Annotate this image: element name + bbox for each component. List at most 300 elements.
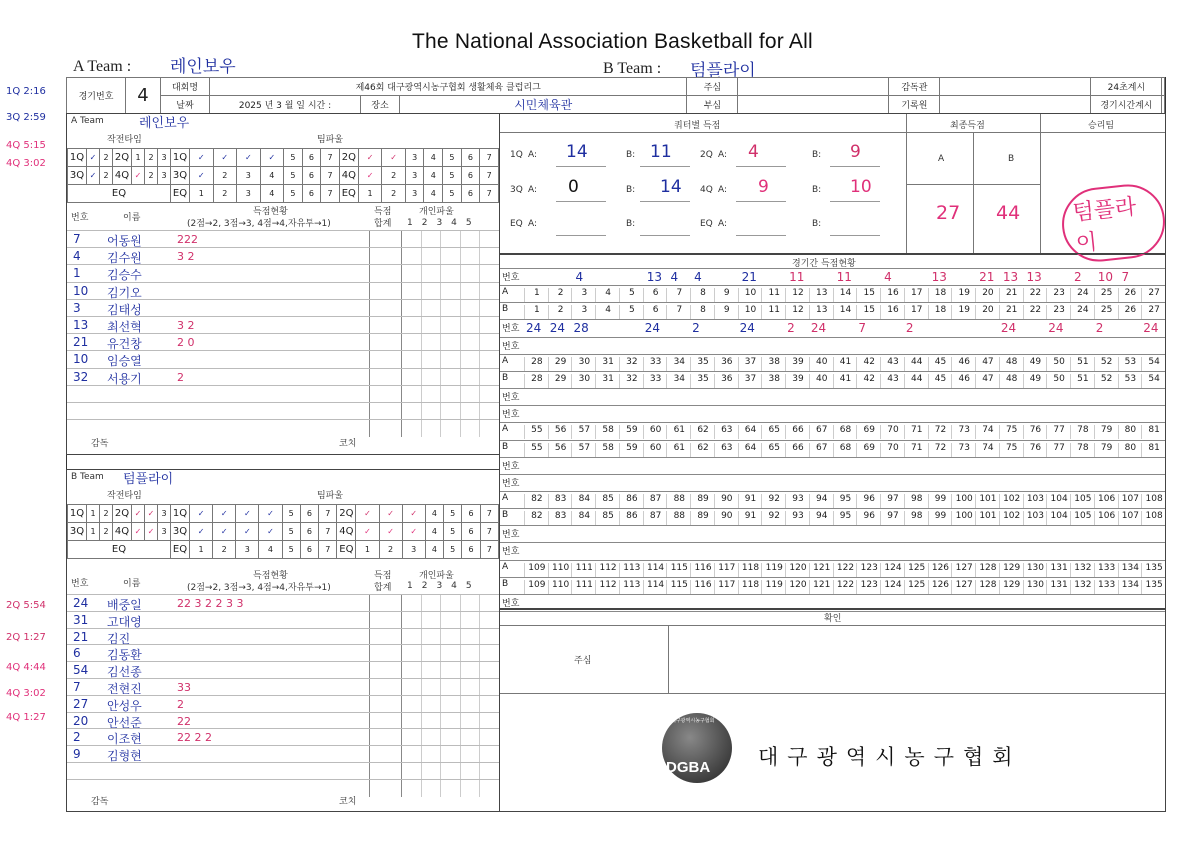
q3-a-score: 0 xyxy=(568,177,579,197)
running-score-cell: 39 xyxy=(785,357,810,371)
org-name: 대구광역시농구협회 xyxy=(758,745,1022,769)
running-score-cell: 53 xyxy=(1118,357,1143,371)
referee-value xyxy=(738,78,889,96)
running-score-cell: 130 xyxy=(1023,580,1048,594)
q1-label: 1Q xyxy=(68,149,87,167)
running-score-cell: 45 xyxy=(928,374,953,388)
running-row-label: B xyxy=(502,510,509,521)
running-row-label: 번호 xyxy=(502,393,520,404)
running-score-cell: 53 xyxy=(1118,374,1143,388)
player-row xyxy=(67,350,499,368)
running-score-cell: 129 xyxy=(999,580,1024,594)
running-score-cell: 123 xyxy=(856,563,881,577)
running-note: 13 xyxy=(646,270,662,284)
player-name: 임승열 xyxy=(107,354,142,369)
q1-a-score: 14 xyxy=(566,142,588,162)
running-score-cell: 85 xyxy=(595,511,620,525)
running-score-cell: 88 xyxy=(666,511,691,525)
running-score-cell: 64 xyxy=(738,425,763,439)
running-row-label: B xyxy=(502,578,509,589)
running-note: 7 xyxy=(858,321,866,336)
running-score-cell: 97 xyxy=(880,494,905,508)
running-note: 11 xyxy=(836,270,852,284)
umpire-label: 부심 xyxy=(687,96,738,114)
running-score-cell: 97 xyxy=(880,511,905,525)
player-row xyxy=(67,712,499,730)
date-value: 2025 년 3 월 일 시간 : xyxy=(210,96,361,114)
q1-foul-label: 1Q xyxy=(171,149,190,167)
running-score-cell: 18 xyxy=(928,305,953,319)
player-name: 김동환 xyxy=(107,648,142,663)
running-score-cell: 133 xyxy=(1094,580,1119,594)
running-score-cell: 35 xyxy=(690,357,715,371)
running-score-cell: 92 xyxy=(761,494,786,508)
running-score-cell: 66 xyxy=(785,425,810,439)
player-row xyxy=(67,628,499,646)
no-header: 번호 xyxy=(71,213,89,223)
running-score-cell: 59 xyxy=(619,443,644,457)
running-note: 13 xyxy=(1026,270,1042,284)
running-score-cell: 61 xyxy=(666,425,691,439)
q1-label: 1Q xyxy=(68,505,87,523)
running-score-cell: 23 xyxy=(1046,288,1071,302)
running-score-cell: 90 xyxy=(714,494,739,508)
running-score-cell: 110 xyxy=(548,563,573,577)
running-score-cell: 46 xyxy=(951,374,976,388)
running-score-cell: 84 xyxy=(571,494,596,508)
player-row xyxy=(67,264,499,282)
running-score-cell: 131 xyxy=(1046,580,1071,594)
confirm-panel xyxy=(499,608,1166,812)
running-row-label: 번호 xyxy=(502,324,520,335)
running-score-cell: 50 xyxy=(1046,357,1071,371)
player-name: 최선혁 xyxy=(107,320,142,334)
running-score-cell: 129 xyxy=(999,563,1024,577)
margin-note: 1Q 2:16 xyxy=(6,86,46,97)
running-score-cell: 4 xyxy=(595,305,620,319)
running-score-cell: 113 xyxy=(619,580,644,594)
running-score-cell: 57 xyxy=(571,425,596,439)
running-score-cell: 52 xyxy=(1094,357,1119,371)
eq-label: EQ xyxy=(68,541,171,559)
running-score-cell: 84 xyxy=(571,511,596,525)
player-name: 고대영 xyxy=(107,614,142,629)
scoring-sub-header: (2점→2, 3점→3, 4점→4,자유투→1) xyxy=(187,219,331,229)
game-no-label: 경기번호 xyxy=(67,78,126,114)
running-row-label: 번호 xyxy=(502,478,520,489)
b-label: B: xyxy=(626,185,636,195)
running-score-cell: 59 xyxy=(619,425,644,439)
name-header: 이름 xyxy=(123,213,141,223)
player-no: 2 xyxy=(73,730,81,745)
running-score-cell: 38 xyxy=(761,357,786,371)
player-row xyxy=(67,282,499,300)
winner-team: 텀플라이 xyxy=(1058,181,1168,265)
running-score-cell: 19 xyxy=(951,305,976,319)
q2-b-score: 9 xyxy=(850,142,861,162)
running-score-cell: 135 xyxy=(1141,580,1166,594)
running-score-cell: 78 xyxy=(1070,443,1095,457)
player-name: 서용기 xyxy=(107,371,142,386)
player-row xyxy=(67,728,499,746)
asst-coach-label: 코치 xyxy=(339,439,357,449)
running-score-cell: 98 xyxy=(904,494,929,508)
foul-numbers: 12345 xyxy=(407,581,481,591)
eq-label: EQ xyxy=(68,185,171,203)
player-score: 22 xyxy=(177,714,191,728)
running-score-cell: 55 xyxy=(524,425,549,439)
running-score-cell: 27 xyxy=(1141,288,1166,302)
running-score-cell: 116 xyxy=(690,580,715,594)
q3-b-score: 14 xyxy=(660,177,682,197)
running-score-cell: 30 xyxy=(571,357,596,371)
running-score-cell: 51 xyxy=(1070,357,1095,371)
player-score: 33 xyxy=(177,681,191,694)
running-score-cell: 25 xyxy=(1094,305,1119,319)
running-score-cell: 57 xyxy=(571,443,596,457)
running-score-cell: 51 xyxy=(1070,374,1095,388)
eq-foul-label-2: EQ xyxy=(339,185,358,203)
margin-note: 4Q 3:02 xyxy=(6,688,46,699)
running-score-cell: 13 xyxy=(809,288,834,302)
player-no: 24 xyxy=(73,596,89,610)
date-label: 날짜 xyxy=(161,96,210,114)
running-score-cell: 58 xyxy=(595,443,620,457)
timekeeper-value xyxy=(1162,96,1165,114)
running-score-cell: 56 xyxy=(548,425,573,439)
running-score-cell: 27 xyxy=(1141,305,1166,319)
player-no: 1 xyxy=(73,266,81,281)
game-no-value: 4 xyxy=(126,78,161,114)
running-score-cell: 17 xyxy=(904,288,929,302)
running-score-cell: 12 xyxy=(785,305,810,319)
team-b-heading: B Team xyxy=(71,472,104,482)
q3-row-label: 3Q xyxy=(510,185,523,195)
running-score-cell: 118 xyxy=(738,580,763,594)
running-score-cell: 9 xyxy=(714,305,739,319)
running-score-cell: 14 xyxy=(833,288,858,302)
running-score-cell: 6 xyxy=(643,305,668,319)
running-note: 24 xyxy=(549,321,566,336)
running-score-cell: 25 xyxy=(1094,288,1119,302)
running-score-cell: 118 xyxy=(738,563,763,577)
running-note: 24 xyxy=(644,321,660,336)
running-score-cell: 121 xyxy=(809,580,834,594)
venue-label: 장소 xyxy=(361,96,400,114)
player-score: 22 3 2 2 3 3 xyxy=(177,597,244,610)
running-score-cell: 100 xyxy=(951,494,976,508)
q1-foul-label: 1Q xyxy=(171,505,190,523)
running-score-cell: 8 xyxy=(690,288,715,302)
running-score-cell: 15 xyxy=(856,305,881,319)
running-score-cell: 122 xyxy=(833,580,858,594)
running-score-cell: 109 xyxy=(524,580,549,594)
running-score-cell: 28 xyxy=(524,357,549,371)
running-note: 2 xyxy=(692,321,700,336)
player-row xyxy=(67,247,499,265)
margin-note: 4Q 4:44 xyxy=(6,662,46,673)
running-score-cell: 8 xyxy=(690,305,715,319)
running-score-cell: 40 xyxy=(809,374,834,388)
running-note: 13 xyxy=(1002,270,1019,284)
scoring-header: 득점현황 xyxy=(253,207,288,217)
running-note: 24 xyxy=(739,321,755,336)
running-score-cell: 2 xyxy=(548,288,573,302)
running-score-cell: 103 xyxy=(1023,494,1048,508)
player-no: 31 xyxy=(73,612,89,627)
running-score-cell: 58 xyxy=(595,425,620,439)
commissioner-label: 감독관 xyxy=(889,78,940,96)
player-row xyxy=(67,695,499,713)
team-b-panel xyxy=(66,469,500,812)
running-score-cell: 12 xyxy=(785,288,810,302)
personal-foul-header: 개인파울 xyxy=(419,571,454,581)
running-score-cell: 126 xyxy=(928,580,953,594)
final-a-label: A xyxy=(938,154,945,164)
margin-note: 4Q 3:02 xyxy=(6,158,46,169)
running-score-cell: 92 xyxy=(761,511,786,525)
running-score-cell: 119 xyxy=(761,580,786,594)
total-header: 합계 xyxy=(374,583,392,593)
points-header: 득점 xyxy=(374,571,392,581)
team-foul-label: 팀파울 xyxy=(317,491,344,501)
a-label: A: xyxy=(718,150,728,160)
running-score-cell: 89 xyxy=(690,511,715,525)
running-score-cell: 3 xyxy=(571,305,596,319)
timekeeper-label: 경기시간계시 xyxy=(1091,96,1162,114)
coach-label: 감독 xyxy=(91,797,109,807)
running-score-cell: 124 xyxy=(880,563,905,577)
running-score-cell: 36 xyxy=(714,374,739,388)
scoring-header: 득점현황 xyxy=(253,571,288,581)
player-name: 김승수 xyxy=(107,268,142,283)
running-score-cell: 101 xyxy=(975,511,1000,525)
running-score-cell: 5 xyxy=(619,288,644,302)
total-header: 합계 xyxy=(374,219,392,229)
running-note: 2 xyxy=(905,321,914,336)
player-row xyxy=(67,745,499,763)
team-a-panel xyxy=(66,113,500,455)
player-name: 김수원 xyxy=(107,251,142,266)
player-no: 27 xyxy=(73,696,89,711)
running-score-cell: 107 xyxy=(1118,511,1143,525)
running-score-cell: 125 xyxy=(904,580,929,594)
running-score-cell: 95 xyxy=(833,511,858,525)
venue-value: 시민체육관 xyxy=(400,96,687,114)
q4-foul-label: 4Q xyxy=(339,167,358,185)
running-score-cell: 131 xyxy=(1046,563,1071,577)
running-row-label: 번호 xyxy=(502,341,520,352)
q4-b-score: 10 xyxy=(850,177,872,197)
running-score-cell: 101 xyxy=(975,494,1000,508)
running-score-cell: 119 xyxy=(761,563,786,577)
running-score-cell: 67 xyxy=(809,443,834,457)
q3-label: 3Q xyxy=(68,523,87,541)
running-score-cell: 39 xyxy=(785,374,810,388)
running-row-label: B xyxy=(502,441,509,452)
running-score-cell: 5 xyxy=(619,305,644,319)
running-score-cell: 94 xyxy=(809,511,834,525)
q4-foul-label: 4Q xyxy=(337,523,356,541)
running-score-cell: 91 xyxy=(738,511,763,525)
eq-foul-label: EQ xyxy=(171,541,190,559)
final-b-score: 44 xyxy=(996,202,1021,224)
running-score-cell: 11 xyxy=(761,288,786,302)
personal-foul-header: 개인파울 xyxy=(419,207,454,217)
running-score-cell: 38 xyxy=(761,374,786,388)
running-score-cell: 34 xyxy=(666,374,691,388)
q2-label: 2Q xyxy=(113,505,132,523)
running-score-label: 경기간 득점현황 xyxy=(792,259,856,269)
running-score-cell: 109 xyxy=(524,563,549,577)
winner-label: 승리팀 xyxy=(1088,121,1115,131)
player-score: 2 0 xyxy=(177,336,195,350)
running-score-cell: 86 xyxy=(619,494,644,508)
eq-row-label: EQ xyxy=(510,219,523,229)
running-score-cell: 80 xyxy=(1118,425,1143,439)
running-score-cell: 62 xyxy=(690,425,715,439)
running-score-cell: 124 xyxy=(880,580,905,594)
player-no: 20 xyxy=(73,713,89,728)
running-score-cell: 76 xyxy=(1023,425,1048,439)
final-b-label: B xyxy=(1008,154,1015,164)
running-note: 24 xyxy=(1048,321,1064,336)
running-row-label: 번호 xyxy=(502,461,520,472)
running-score-cell: 135 xyxy=(1141,563,1166,577)
running-note: 2 xyxy=(787,321,795,336)
running-score-cell: 10 xyxy=(738,305,763,319)
q2-foul-label: 2Q xyxy=(337,505,356,523)
running-score-cell: 75 xyxy=(999,425,1024,439)
player-row xyxy=(67,661,499,679)
running-score-cell: 74 xyxy=(975,425,1000,439)
running-score-cell: 26 xyxy=(1118,288,1143,302)
logo-text: DGBA xyxy=(666,759,711,776)
running-note: 7 xyxy=(1121,270,1130,284)
running-score-cell: 77 xyxy=(1046,443,1071,457)
running-score-cell: 2 xyxy=(548,305,573,319)
player-name: 김형현 xyxy=(107,749,142,764)
running-score-cell: 55 xyxy=(524,443,549,457)
running-score-cell: 37 xyxy=(738,374,763,388)
q2-a-score: 4 xyxy=(748,142,759,162)
player-no: 21 xyxy=(73,335,89,350)
running-row-label: 번호 xyxy=(502,410,520,421)
running-score-cell: 71 xyxy=(904,425,929,439)
running-score-cell: 83 xyxy=(548,511,573,525)
running-row-label: 번호 xyxy=(502,530,520,541)
margin-note: 3Q 2:59 xyxy=(6,112,46,123)
eq-row-label: EQ xyxy=(700,219,713,229)
margin-note: 2Q 5:54 xyxy=(6,600,46,611)
player-row xyxy=(67,678,499,696)
running-score-cell: 64 xyxy=(738,443,763,457)
running-row-label: A xyxy=(502,424,509,435)
player-name: 김선종 xyxy=(107,665,142,680)
a-label: A: xyxy=(718,219,728,229)
running-score-cell: 31 xyxy=(595,357,620,371)
running-note: 13 xyxy=(931,270,947,284)
running-row-label: A xyxy=(502,561,509,572)
running-score-cell: 20 xyxy=(975,288,1000,302)
team-foul-label: 팀파울 xyxy=(317,135,344,145)
running-score-cell: 81 xyxy=(1141,425,1166,439)
running-score-cell: 63 xyxy=(714,425,739,439)
page-title: The National Association Basketball for All xyxy=(412,30,813,53)
running-score-cell: 93 xyxy=(785,494,810,508)
team-b-foul-grid: 1Q 1 2 2Q ✓ ✓ 3 1Q ✓ ✓ ✓ ✓ 5 6 7 2Q ✓ ✓ ✓ 4 5 6 7 3Q 1 2 4Q ✓ ✓ 3 3Q ✓ ✓ ✓ ✓ 5 6 7 4Q ✓ ✓ ✓ 4 5 6 7 EQ EQ 1 2 3 4 5 6 7 EQ 1 2 3 4 5 6 7 xyxy=(67,504,499,559)
player-no: 54 xyxy=(73,663,89,678)
player-name: 김태성 xyxy=(107,302,142,317)
running-score-cell: 127 xyxy=(951,580,976,594)
running-score-cell: 117 xyxy=(714,580,739,594)
running-score-cell: 132 xyxy=(1070,580,1095,594)
running-score-cell: 48 xyxy=(999,357,1024,371)
running-score-cell: 71 xyxy=(904,443,929,457)
player-score: 22 2 2 xyxy=(177,731,212,745)
running-score-cell: 111 xyxy=(571,563,596,577)
referee-label: 주심 xyxy=(687,78,738,96)
timeout-label: 작전타임 xyxy=(107,491,142,501)
running-score-cell: 132 xyxy=(1070,563,1095,577)
running-row-label: 번호 xyxy=(502,547,520,558)
a-label: A: xyxy=(528,150,538,160)
player-name: 배중일 xyxy=(107,598,142,612)
running-score-cell: 116 xyxy=(690,563,715,577)
a-label: A: xyxy=(528,185,538,195)
running-score-cell: 113 xyxy=(619,563,644,577)
running-score-cell: 106 xyxy=(1094,494,1119,508)
q3-label: 3Q xyxy=(68,167,87,185)
running-score-cell: 48 xyxy=(999,374,1024,388)
a-label: A: xyxy=(718,185,728,195)
running-score-cell: 24 xyxy=(1070,288,1095,302)
player-row xyxy=(67,419,499,437)
running-score-cell: 104 xyxy=(1046,511,1071,525)
running-score-cell: 47 xyxy=(975,357,1000,371)
team-a-label: A Team : xyxy=(73,58,132,75)
running-score-cell: 98 xyxy=(904,511,929,525)
running-score-cell: 9 xyxy=(714,288,739,302)
running-score-cell: 35 xyxy=(690,374,715,388)
running-score-cell: 99 xyxy=(928,494,953,508)
player-row xyxy=(67,762,499,780)
player-no: 6 xyxy=(73,646,81,661)
running-note: 24 xyxy=(1143,321,1159,336)
running-score-cell: 62 xyxy=(690,443,715,457)
running-score-cell: 43 xyxy=(880,374,905,388)
q2-label: 2Q xyxy=(113,149,132,167)
running-note: 28 xyxy=(573,321,589,336)
quarter-score-panel xyxy=(499,113,1166,255)
timeout-label: 작전타임 xyxy=(107,135,142,145)
running-note: 10 xyxy=(1097,270,1114,284)
player-row xyxy=(67,644,499,662)
running-score-cell: 96 xyxy=(856,494,881,508)
running-score-cell: 54 xyxy=(1141,374,1166,388)
b-label: B: xyxy=(812,185,822,195)
running-score-cell: 126 xyxy=(928,563,953,577)
q1-row-label: 1Q xyxy=(510,150,523,160)
player-name: 이조현 xyxy=(107,732,142,747)
asst-coach-label: 코치 xyxy=(339,797,357,807)
running-note: 24 xyxy=(1000,321,1017,336)
running-score-cell: 37 xyxy=(738,357,763,371)
player-name: 김진 xyxy=(107,631,131,646)
eq-foul-label-2: EQ xyxy=(337,541,356,559)
running-score-cell: 99 xyxy=(928,511,953,525)
no-header: 번호 xyxy=(71,579,89,589)
